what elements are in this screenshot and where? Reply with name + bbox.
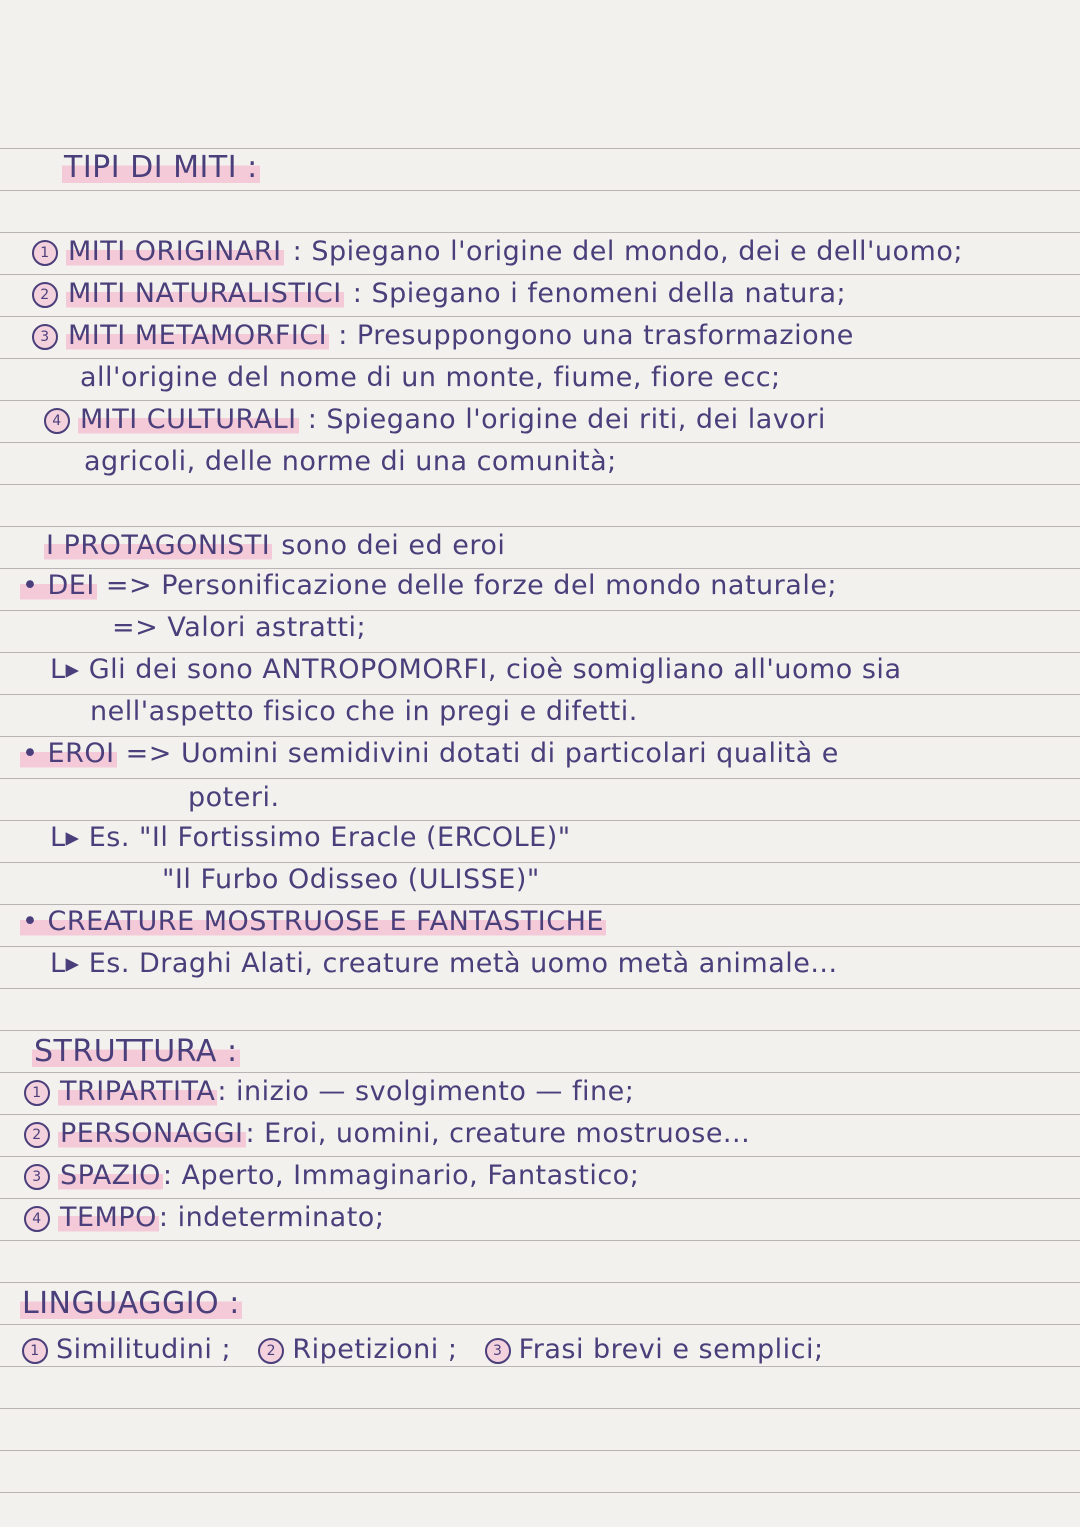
number-badge: 4 xyxy=(44,408,70,434)
number-badge: 1 xyxy=(32,240,58,266)
tipi-item-label: MITI CULTURALI xyxy=(80,404,297,435)
tipi-item-text: : Presuppongono una trasformazione xyxy=(329,320,854,351)
ruled-line xyxy=(0,1324,1080,1325)
tipi-item-text: : Spiegano l'origine del mondo, dei e dell'uomo; xyxy=(283,236,963,267)
tipi-item-1 xyxy=(32,236,963,267)
ruled-line xyxy=(0,1366,1080,1367)
tipi-item-4 xyxy=(44,404,826,435)
number-badge: 2 xyxy=(24,1122,50,1148)
tipi-item-text: : Spiegano i fenomeni della natura; xyxy=(343,278,847,309)
eroi-line-3 xyxy=(50,822,571,853)
tipi-title: TIPI DI MITI : xyxy=(64,150,258,185)
ruled-line xyxy=(0,736,1080,737)
struttura-item-label: PERSONAGGI xyxy=(60,1118,244,1149)
struttura-item-text: : Eroi, uomini, creature mostruose... xyxy=(245,1118,751,1149)
ruled-line xyxy=(0,820,1080,821)
tipi-item-label: MITI ORIGINARI xyxy=(68,236,282,267)
ruled-line xyxy=(0,400,1080,401)
ruled-line xyxy=(0,1408,1080,1409)
number-badge: 2 xyxy=(258,1338,284,1364)
ruled-line xyxy=(0,1450,1080,1451)
protagonisti-text: sono dei ed eroi xyxy=(272,530,506,561)
struttura-item-4 xyxy=(24,1202,384,1233)
struttura-item-label: SPAZIO xyxy=(60,1160,161,1191)
dei-line-1 xyxy=(20,570,837,601)
struttura-item-text: : Aperto, Immaginario, Fantastico; xyxy=(162,1160,640,1191)
ruled-line xyxy=(0,946,1080,947)
eroi-line-2: poteri. xyxy=(188,782,280,813)
number-badge: 2 xyxy=(32,282,58,308)
linguaggio-item-2: Ripetizioni ; xyxy=(292,1334,458,1365)
struttura-item-3 xyxy=(24,1160,639,1191)
linguaggio-item-1: Similitudini ; xyxy=(56,1334,232,1365)
dei-text-3: Gli dei sono ANTROPOMORFI, cioè somigliano all'uomo sia xyxy=(88,654,902,685)
struttura-title: STRUTTURA : xyxy=(34,1034,238,1069)
ruled-line xyxy=(0,778,1080,779)
creature-line-1 xyxy=(20,906,606,937)
ruled-line xyxy=(0,568,1080,569)
eroi-label: • EROI xyxy=(22,738,115,769)
ruled-line xyxy=(0,232,1080,233)
eroi-line-4: "Il Furbo Odisseo (ULISSE)" xyxy=(162,864,540,895)
dei-line-2: => Valori astratti; xyxy=(112,612,367,643)
struttura-item-text: : indeterminato; xyxy=(158,1202,385,1233)
ruled-line xyxy=(0,1156,1080,1157)
linguaggio-item-3: Frasi brevi e semplici; xyxy=(518,1334,824,1365)
ruled-line xyxy=(0,148,1080,149)
struttura-item-text: : inizio — svolgimento — fine; xyxy=(217,1076,635,1107)
struttura-item-1 xyxy=(24,1076,634,1107)
number-badge: 3 xyxy=(24,1164,50,1190)
number-badge: 1 xyxy=(22,1338,48,1364)
eroi-line-1 xyxy=(20,738,839,769)
ruled-line xyxy=(0,274,1080,275)
ruled-line xyxy=(0,1492,1080,1493)
dei-line-3 xyxy=(50,654,901,685)
creature-label: • CREATURE MOSTRUOSE E FANTASTICHE xyxy=(22,906,604,937)
creature-line-2 xyxy=(50,948,838,979)
ruled-line xyxy=(0,190,1080,191)
ruled-line xyxy=(0,610,1080,611)
number-badge: 1 xyxy=(24,1080,50,1106)
dei-line-4: nell'aspetto fisico che in pregi e difetti. xyxy=(90,696,638,727)
dei-text-1: => Personificazione delle forze del mondo naturale; xyxy=(96,570,838,601)
ruled-line xyxy=(0,694,1080,695)
ruled-line xyxy=(0,652,1080,653)
eroi-text-3: Es. "Il Fortissimo Eracle (ERCOLE)" xyxy=(88,822,571,853)
ruled-line xyxy=(0,442,1080,443)
section-title-struttura xyxy=(32,1034,240,1069)
arrow-glyph: L▸ xyxy=(50,654,80,685)
tipi-item-3-continued: all'origine del nome di un monte, fiume, fiore ecc; xyxy=(80,362,781,393)
ruled-line xyxy=(0,1114,1080,1115)
struttura-item-2 xyxy=(24,1118,750,1149)
ruled-line xyxy=(0,316,1080,317)
tipi-item-2 xyxy=(32,278,846,309)
struttura-item-label: TEMPO xyxy=(60,1202,157,1233)
arrow-glyph: L▸ xyxy=(50,948,80,979)
ruled-line xyxy=(0,1198,1080,1199)
ruled-line xyxy=(0,988,1080,989)
ruled-line xyxy=(0,904,1080,905)
section-title-linguaggio xyxy=(20,1286,242,1321)
number-badge: 3 xyxy=(485,1338,511,1364)
eroi-text-1: => Uomini semidivini dotati di particolari qualità e xyxy=(116,738,839,769)
tipi-item-text: : Spiegano l'origine dei riti, dei lavori xyxy=(298,404,826,435)
ruled-line xyxy=(0,1240,1080,1241)
section-title-tipi xyxy=(62,150,260,185)
protagonisti-label: I PROTAGONISTI xyxy=(46,530,271,561)
tipi-item-4-continued: agricoli, delle norme di una comunità; xyxy=(84,446,617,477)
creature-text-1: Es. Draghi Alati, creature metà uomo metà animale... xyxy=(88,948,838,979)
ruled-line xyxy=(0,1282,1080,1283)
ruled-line xyxy=(0,484,1080,485)
linguaggio-title: LINGUAGGIO : xyxy=(22,1286,240,1321)
ruled-line xyxy=(0,1030,1080,1031)
ruled-line xyxy=(0,862,1080,863)
tipi-item-label: MITI METAMORFICI xyxy=(68,320,328,351)
tipi-item-3 xyxy=(32,320,854,351)
ruled-line xyxy=(0,526,1080,527)
number-badge: 4 xyxy=(24,1206,50,1232)
arrow-glyph: L▸ xyxy=(50,822,80,853)
ruled-line xyxy=(0,358,1080,359)
tipi-item-label: MITI NATURALISTICI xyxy=(68,278,342,309)
linguaggio-items xyxy=(22,1334,824,1365)
dei-label: • DEI xyxy=(22,570,95,601)
protagonisti-title xyxy=(44,530,505,561)
struttura-item-label: TRIPARTITA xyxy=(60,1076,216,1107)
ruled-line xyxy=(0,1072,1080,1073)
number-badge: 3 xyxy=(32,324,58,350)
